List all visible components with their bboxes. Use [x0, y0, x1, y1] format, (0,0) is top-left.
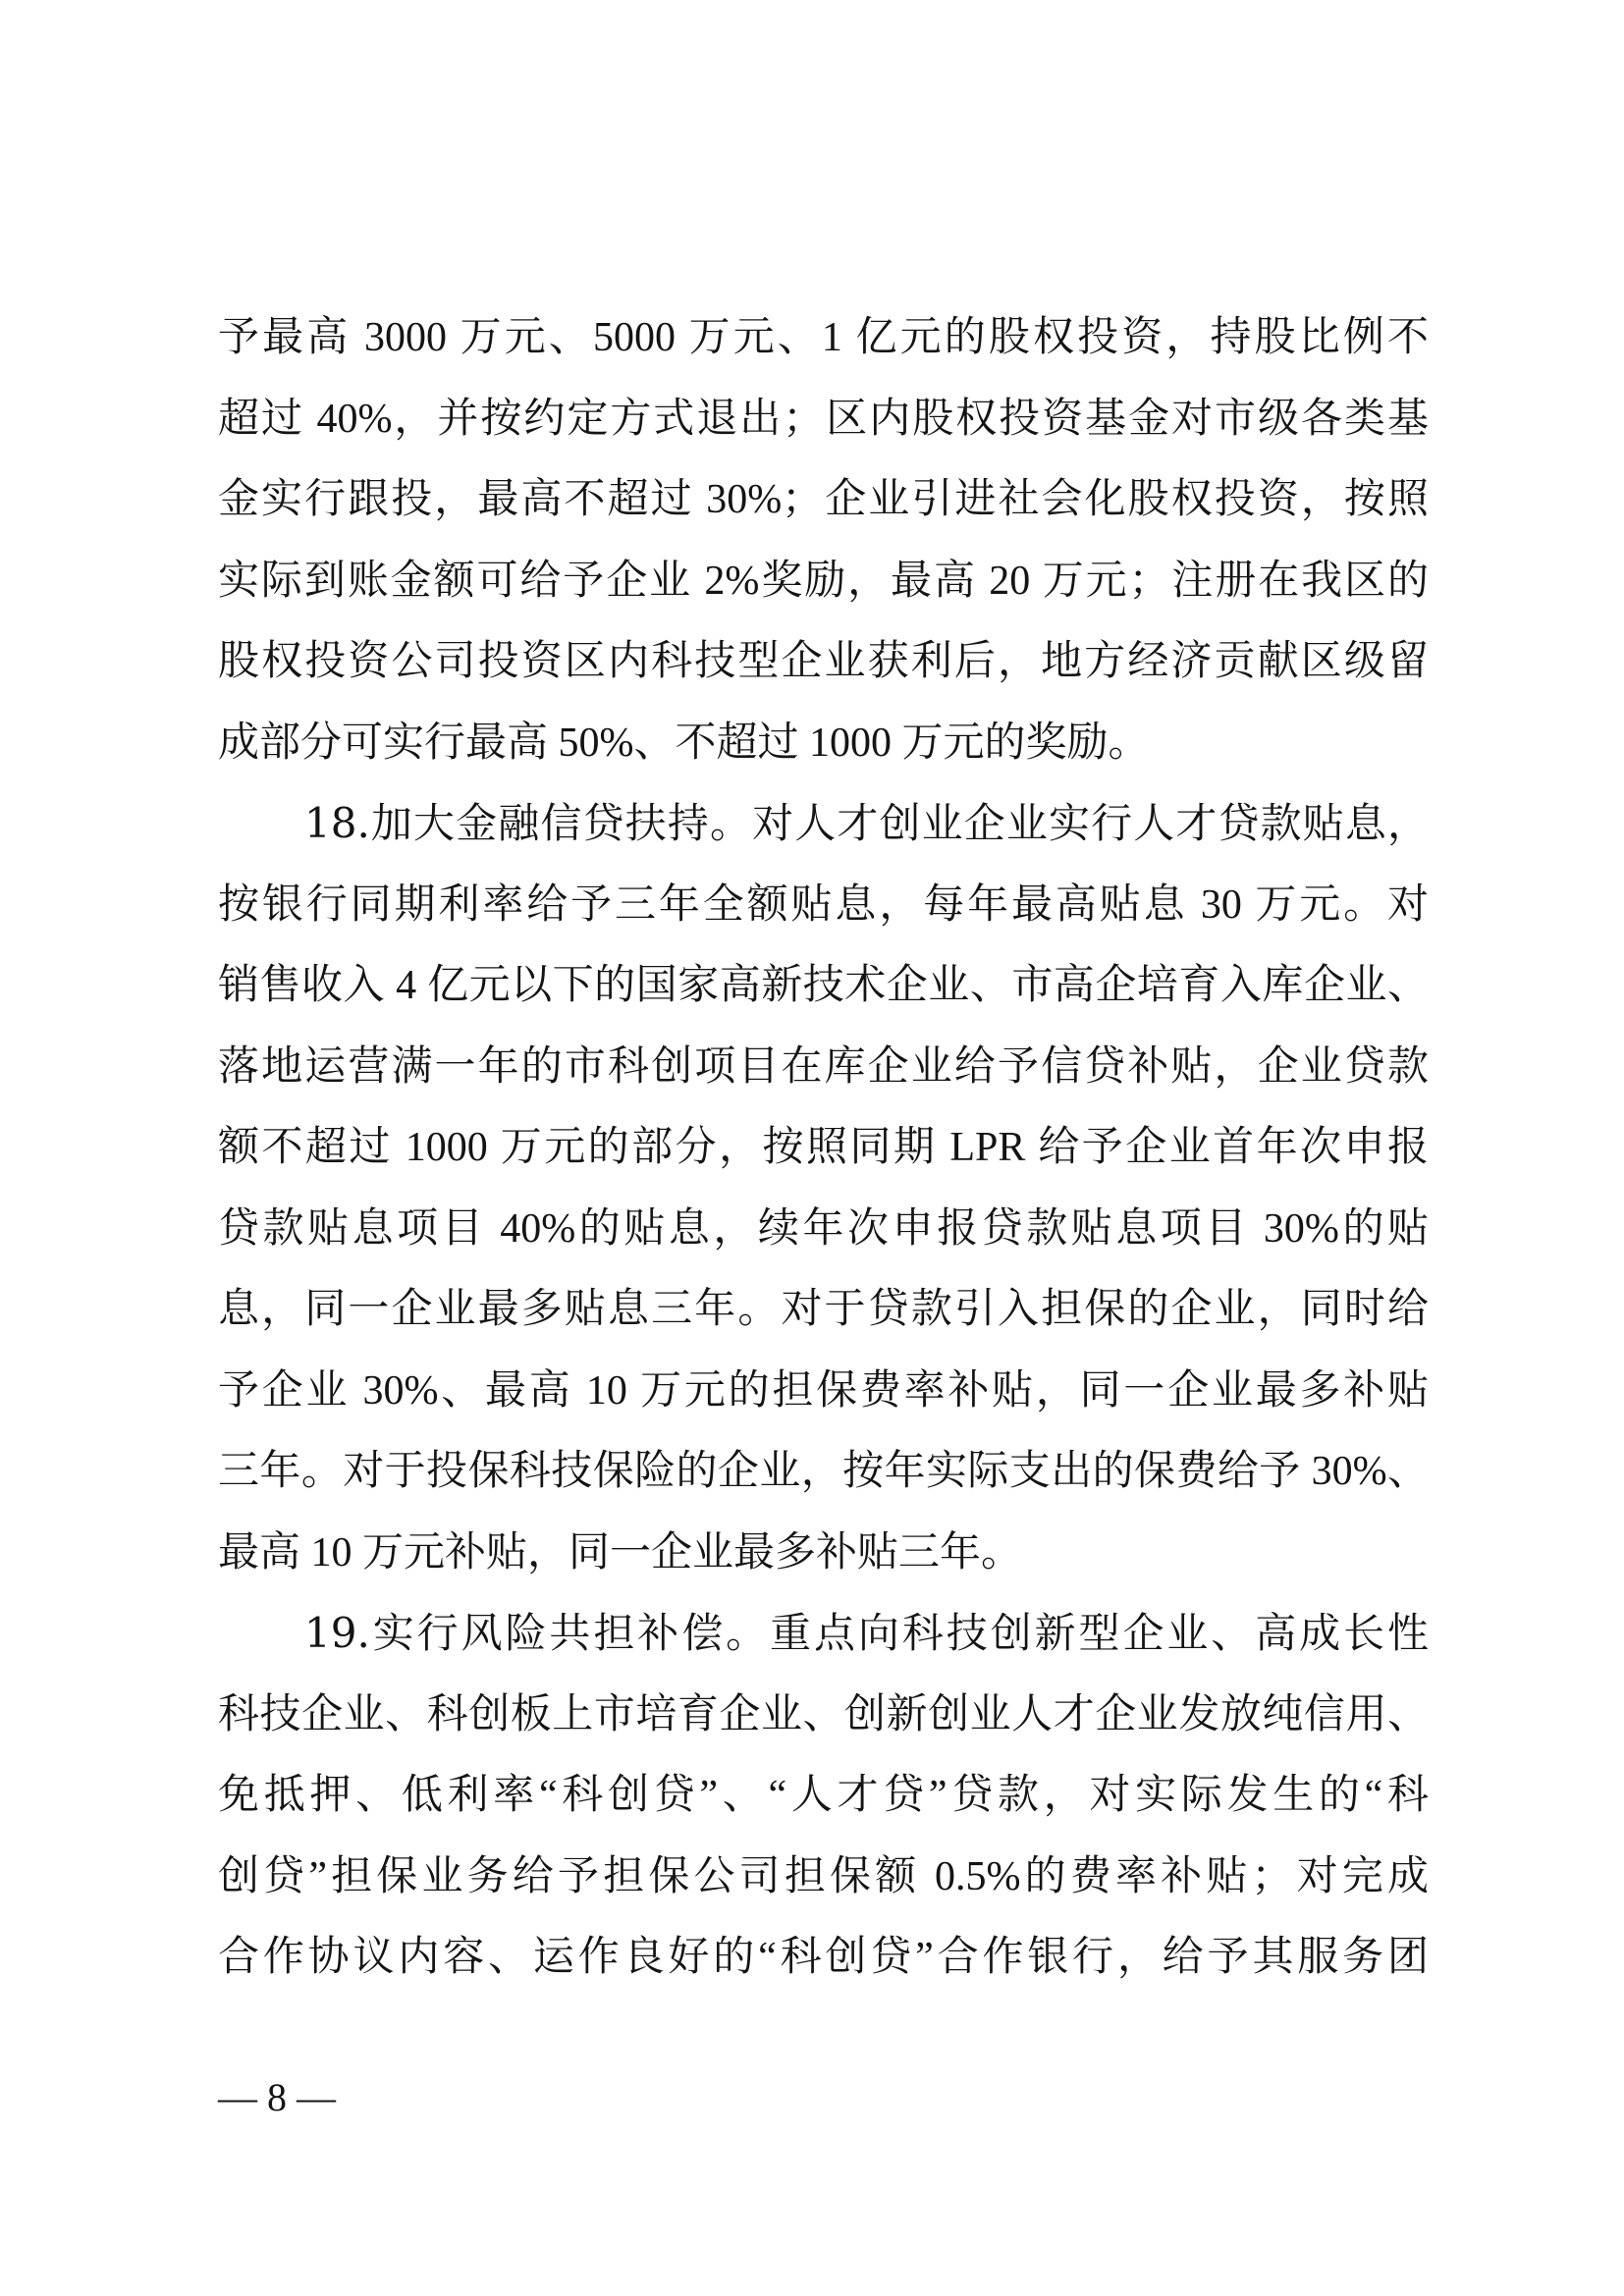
text-line	[218, 1513, 1429, 1594]
page-number: — 8 —	[218, 2075, 336, 2119]
item-heading: 19.实行风险共担补偿。	[304, 1609, 771, 1657]
text-line	[218, 1027, 1429, 1108]
text-line	[218, 1351, 1429, 1432]
text-line	[218, 1107, 1429, 1189]
line-text: 免抵押、低利率“科创贷”、“人才贷”贷款，对实际发生的“科	[218, 1773, 1429, 1818]
line-text: 科技企业、科创板上市培育企业、创新创业人才企业发放纯信用、	[218, 1691, 1429, 1737]
line-text: 销售收入 4 亿元以下的国家高新技术企业、市高企培育入库企业、	[218, 963, 1429, 1008]
text-line	[218, 1269, 1429, 1351]
text-line	[218, 1431, 1429, 1513]
line-text: 息，同一企业最多贴息三年。对于贷款引入担保的企业，同时给	[218, 1287, 1429, 1332]
line-text: 股权投资公司投资区内科技型企业获利后，地方经济贡献区级留	[218, 639, 1429, 684]
text-line	[218, 1593, 1429, 1675]
line-text: 予企业 30%、最高 10 万元的担保费率补贴，同一企业最多补贴	[218, 1367, 1429, 1414]
line-text: 贷款贴息项目 40%的贴息，续年次申报贷款贴息项目 30%的贴	[218, 1205, 1429, 1252]
line-text: 成部分可实行最高 50%、不超过 1000 万元的奖励。	[218, 720, 1150, 766]
line-text: 创贷”担保业务给予担保公司担保额 0.5%的费率补贴；对完成	[218, 1853, 1429, 1899]
line-text: 额不超过 1000 万元的部分，按照同期 LPR 给予企业首年次申报	[218, 1125, 1429, 1170]
line-text: 超过 40%，并按约定方式退出；区内股权投资基金对市级各类基	[218, 396, 1429, 442]
text-line	[218, 1755, 1429, 1837]
text-line	[218, 297, 1429, 379]
line-text: 予最高 3000 万元、5000 万元、1 亿元的股权投资，持股比例不	[218, 315, 1429, 360]
item-heading: 18.加大金融信贷扶持。	[304, 799, 753, 847]
text-line	[218, 783, 1429, 865]
line-text: 三年。对于投保科技保险的企业，按年实际支出的保费给予 30%、	[218, 1449, 1429, 1494]
text-line	[218, 1837, 1429, 1918]
text-line	[218, 1917, 1429, 1999]
line-text: 对人才创业企业实行人才贷款贴息，	[752, 802, 1429, 847]
text-line	[218, 865, 1429, 946]
line-text: 合作协议内容、运作良好的“科创贷”合作银行，给予其服务团	[218, 1935, 1429, 1980]
line-text: 重点向科技创新型企业、高成长性	[770, 1612, 1429, 1657]
text-line	[218, 703, 1429, 784]
text-line	[218, 1675, 1429, 1756]
line-text: 按银行同期利率给予三年全额贴息，每年最高贴息 30 万元。对	[218, 881, 1429, 928]
line-text: 最高 10 万元补贴，同一企业最多补贴三年。	[218, 1529, 1023, 1575]
line-text: 落地运营满一年的市科创项目在库企业给予信贷补贴，企业贷款	[218, 1043, 1429, 1090]
text-line	[218, 379, 1429, 460]
text-line	[218, 1189, 1429, 1270]
text-line	[218, 541, 1429, 622]
text-line	[218, 945, 1429, 1027]
line-text: 金实行跟投，最高不超过 30%；企业引进社会化股权投资，按照	[218, 477, 1429, 522]
body-text	[218, 297, 1429, 1999]
text-line	[218, 459, 1429, 541]
text-line	[218, 621, 1429, 703]
line-text: 实际到账金额可给予企业 2%奖励，最高 20 万元；注册在我区的	[218, 558, 1429, 604]
